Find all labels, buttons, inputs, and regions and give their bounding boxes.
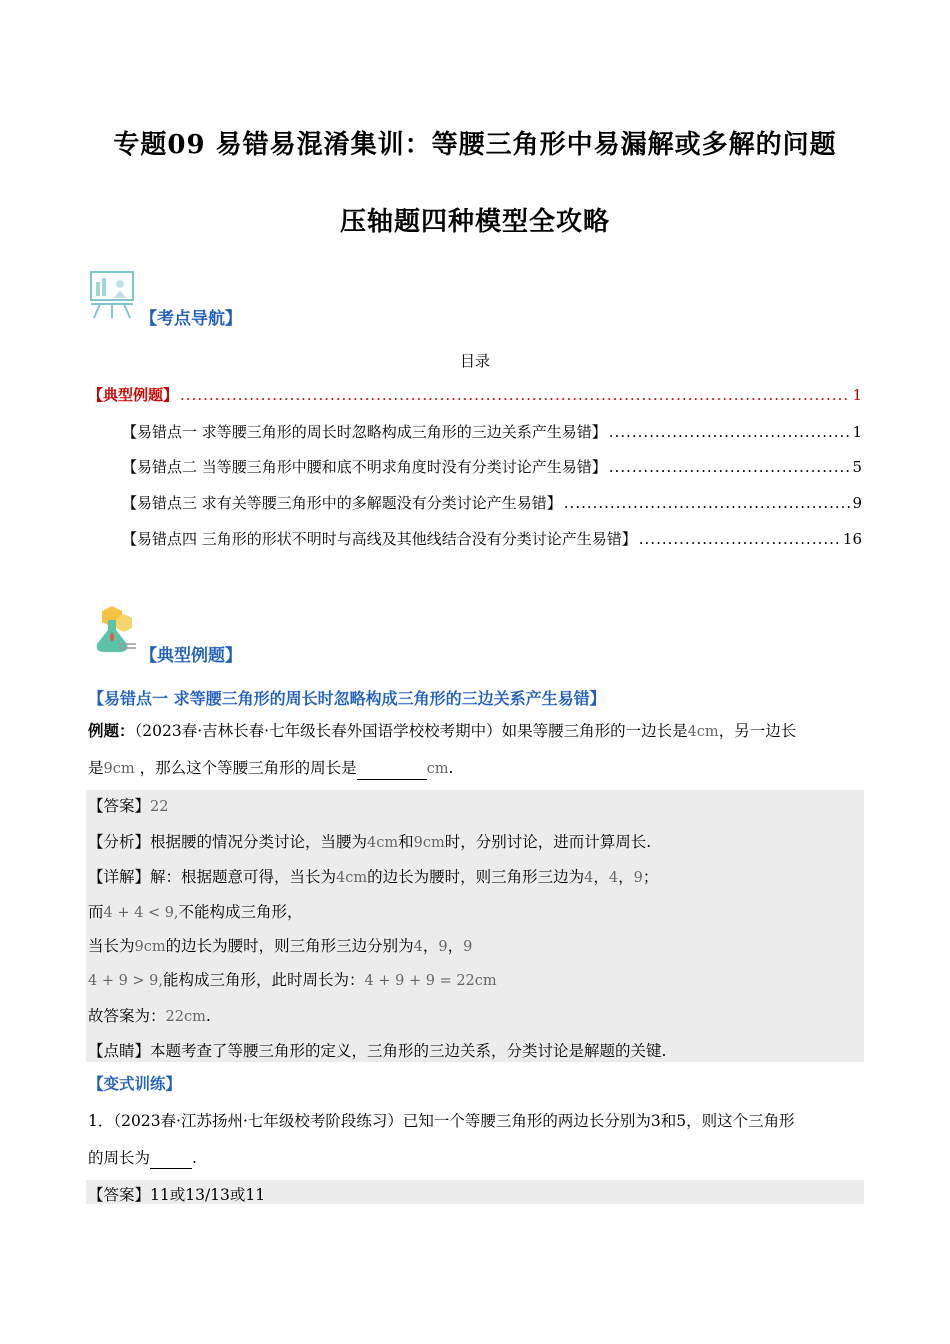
- toc-entry-1[interactable]: [122, 421, 862, 442]
- variant-answer-line: 【答案】11或13/13或11: [88, 1186, 266, 1204]
- toc-page-number: 5: [852, 458, 862, 476]
- toc-entry-label: 【易错点三 求有关等腰三角形中的多解题没有分类讨论产生易错】: [122, 494, 562, 512]
- toc-title: 目录: [459, 352, 490, 370]
- toc-page-number: 9: [852, 494, 862, 512]
- toc-entry-4[interactable]: [122, 528, 862, 549]
- toc-leader: [609, 458, 851, 476]
- flask-icon: [88, 604, 138, 656]
- variant-heading: 【变式训练】: [88, 1074, 182, 1093]
- toc-entry-label: 【易错点一 求等腰三角形的周长时忽略构成三角形的三边关系产生易错】: [122, 423, 607, 441]
- section-heading: 【典型例题】: [140, 646, 242, 666]
- toc-main-entry[interactable]: [88, 384, 862, 405]
- variant-question: 1．（2023春·江苏扬州·七年级校考阶段练习）已知一个等腰三角形的两边长分别为3和5，则这个三角形: [88, 1112, 795, 1130]
- answer-line: 【答案】22: [88, 797, 169, 815]
- teaching-board-icon: [88, 268, 138, 320]
- detail-line-4: 4 + 9 > 9,能构成三角形，此时周长为：4 + 9 + 9 = 22cm: [88, 971, 497, 989]
- answer-value: 22: [150, 799, 169, 815]
- example-question-cont: 是9cm ，那么这个等腰三角形的周长是 cm.: [88, 757, 864, 780]
- toc-entry-label: 【易错点二 当等腰三角形中腰和底不明求角度时没有分类讨论产生易错】: [122, 458, 607, 476]
- example-question: 例题：（2023春·吉林长春·七年级长春外国语学校校考期中）如果等腰三角形的一边长是4cm，另一边长: [88, 721, 797, 740]
- toc-entry-2[interactable]: [122, 456, 862, 477]
- comment-line: 【点睛】本题考查了等腰三角形的定义，三角形的三边关系，分类讨论是解题的关键.: [88, 1042, 667, 1060]
- point-heading: 【易错点一 求等腰三角形的周长时忽略构成三角形的三边关系产生易错】: [88, 689, 606, 708]
- toc-page-number: 16: [842, 530, 862, 548]
- nav-heading: 【考点导航】: [140, 309, 242, 329]
- detail-line-5: 故答案为：22cm.: [88, 1007, 211, 1025]
- toc-leader: [609, 423, 851, 441]
- toc-leader: [564, 494, 851, 512]
- detail-line: 【详解】解：根据题意可得，当长为4cm的边长为腰时，则三角形三边为4，4，9；: [88, 868, 659, 886]
- toc-leader: [180, 386, 850, 404]
- toc-entry-label: 【易错点四 三角形的形状不明时与高线及其他线结合没有分类讨论产生易错】: [122, 530, 637, 548]
- answer-blank[interactable]: [357, 762, 427, 780]
- variant-answer-blank[interactable]: [150, 1151, 192, 1169]
- detail-line-2: 而4 + 4 < 9,不能构成三角形，: [88, 903, 303, 921]
- page-title-line2: 压轴题四种模型全攻略: [339, 207, 610, 237]
- toc-page-number: 1: [852, 386, 862, 404]
- variant-question-cont: 的周长为 .: [88, 1149, 197, 1167]
- toc-main-label: 【典型例题】: [88, 386, 179, 404]
- toc-page-number: 1: [852, 423, 862, 441]
- analysis-line: 【分析】根据腰的情况分类讨论，当腰为4cm和9cm时，分别讨论，进而计算周长.: [88, 833, 652, 851]
- toc-leader: [639, 530, 841, 548]
- page-title-line1: 专题09 易错易混淆集训：等腰三角形中易漏解或多解的问题: [113, 130, 837, 160]
- detail-line-3: 当长为9cm的边长为腰时，则三角形三边分别为4，9，9: [88, 937, 473, 955]
- example-label: 例题：: [88, 721, 135, 740]
- toc-entry-3[interactable]: [122, 492, 862, 513]
